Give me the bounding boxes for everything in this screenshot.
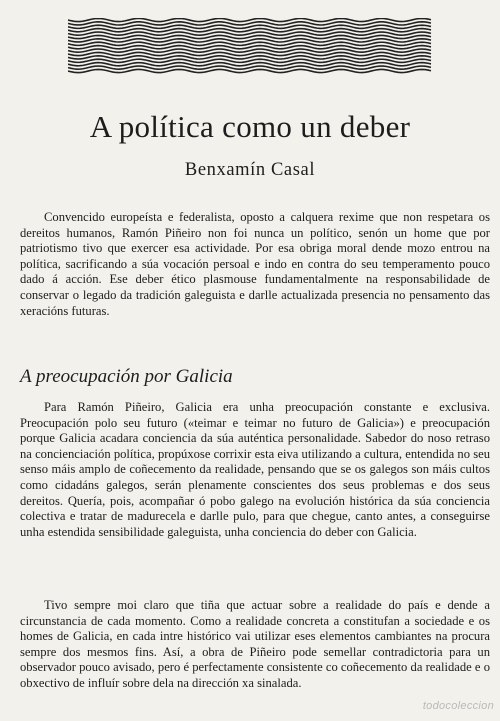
article-title: A política como un deber [89, 109, 411, 144]
wave-line [68, 18, 431, 21]
wave-line [68, 32, 431, 35]
wave-line [68, 46, 431, 49]
watermark-text: todocoleccion [422, 700, 494, 712]
wave-line [68, 52, 431, 55]
intro-paragraph: Convencido europeísta e federalista, oposto a calquera rexime que non respetara os dereitos humanos, Ramón Piñeiro non foi nunca un político, senón un home que por patriotismo tivo que exercer esa actividade. Por esa obriga moral dende mozo entrou na política, sacrificando a súa vocación persoal e indo en contra do seu temperamento pouco dado á acción. Ese deber ético plasmouse fundamentalmente na responsabilidade de conservar o legado da tradición galeguista e darlle actualizada presencia no pensamento das xeracións futuras. [20, 210, 490, 318]
wave-line [68, 42, 431, 45]
section-heading: A preocupación por Galicia [20, 366, 233, 387]
article-author: Benxamín Casal [184, 160, 316, 180]
section-paragraph-2: Tivo sempre moi claro que tiña que actuar sobre a realidade do país e dende a circunstancia de cada momento. Como a realidade concreta a constitufan a sociedade e os homes de Galicia, en cada intre histórico vai utilizar eses elementos cambiantes na procura sempre dos mesmos fins. Así, a obra de Piñeiro pode semellar contradictoria para un observador pouco avisado, pero é perfectamente consistente co coñecemento da realidade e o obxectivo de influír sobre dela na dirección xa sinalada. [20, 598, 490, 690]
wave-line [68, 25, 431, 28]
wave-line [68, 22, 431, 25]
wave-line [68, 29, 431, 32]
wave-line [68, 69, 431, 72]
wave-line [68, 59, 431, 62]
wave-line [68, 35, 431, 38]
wave-line [68, 56, 431, 59]
wave-line [68, 63, 431, 66]
wave-pattern-icon [68, 18, 432, 76]
wave-line [68, 49, 431, 52]
wave-line [68, 66, 431, 69]
wave-line [68, 39, 431, 42]
section-paragraph-1: Para Ramón Piñeiro, Galicia era unha preocupación constante e exclusiva. Preocupación polo seu futuro («teimar e teimar no futuro de Galicia») e preocupación porque Galicia acadara conciencia da súa auténtica personalidade. Sabedor do noso retraso na concienciación política, propúxose corrixir esta eiva utilizando a cultura, entendida no seu senso máis amplo de coñecemento da realidade, pensando que se os galegos son máis cultos como cidadáns galegos, serán plenamente conscientes dos seus problemas e dos seus dereitos. Quería, pois, acompañar ó pobo galego na evolución histórica da súa conciencia colectiva e tratar de madurecela e darlle pulo, para que chegue, canto antes, a conseguirse unha estendida sensibilidade galeguista, unha conciencia do deber con Galicia. [20, 400, 490, 539]
